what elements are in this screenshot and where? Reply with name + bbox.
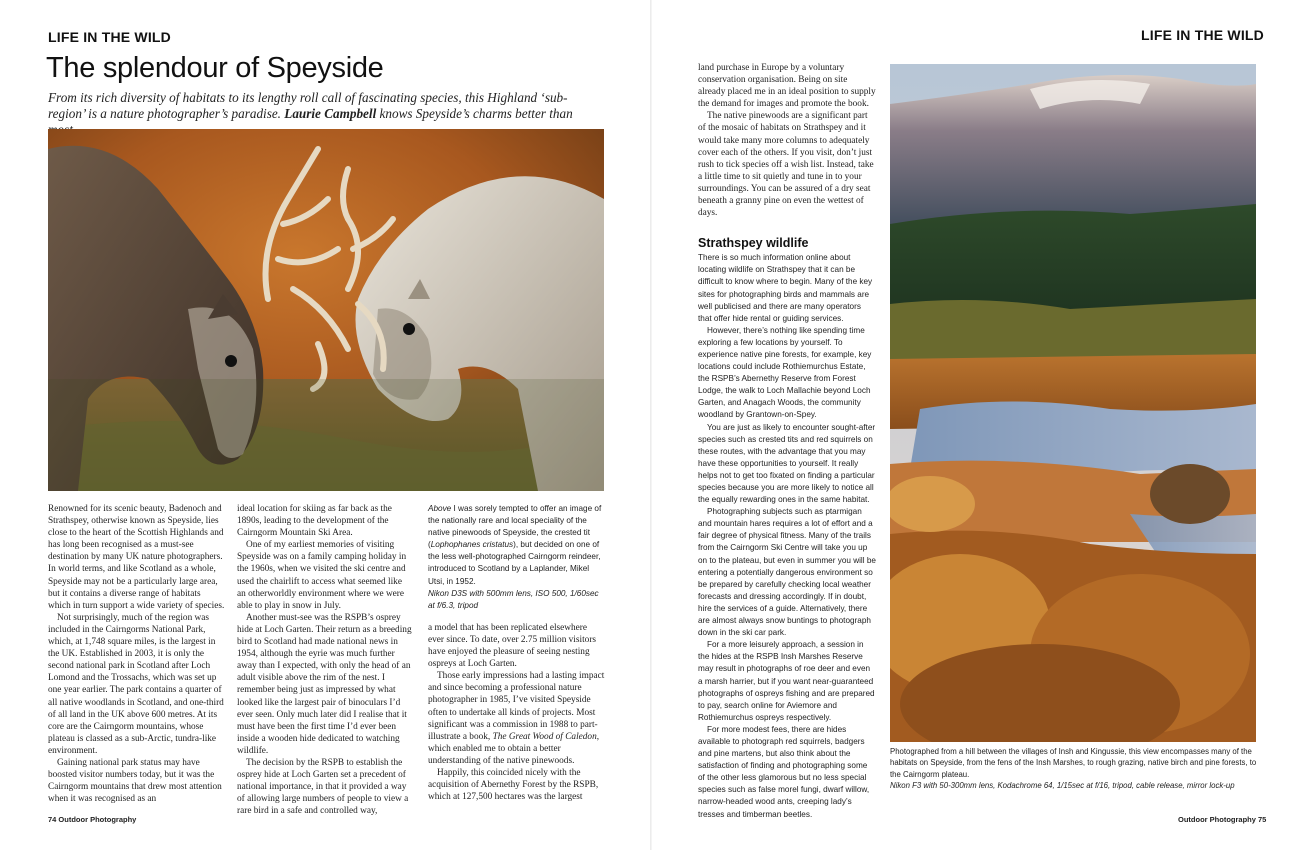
page-folio: 74 Outdoor Photography: [48, 815, 137, 824]
body-paragraph: a model that has been replicated elsewhere ever since. To date, over 2.75 million visitors have enjoyed the pleasure of seeing nesting ospreys at Loch Garten.: [428, 622, 597, 670]
body-paragraph: The native pinewoods are a significant part of the mosaic of habitats on Strathspey and it would take many more columns to adequately cover each of the others. If you visit, don’t just rush to tick species off a wish list. Instead, take a little time to sit quietly and tune in to your surroundings. You can be assured of a dry seat beneath a granny pine on even the wettest of days.: [698, 111, 874, 219]
standfirst: From its rich diversity of habitats to its lengthy roll call of fascinating species, this Highland ‘sub-region’ is a nature photographer’s paradise. Laurie Campbell knows Speyside’s charms better than: [48, 90, 573, 121]
section-tag: LIFE IN THE WILD: [48, 29, 171, 45]
photo-caption: Above I was sorely tempted to offer an image of the nationally rare and local speciality of the native pinewoods of Speyside, the crested tit (Lophophanes cristatus), but decided on one of the less well-photographed Cairngorm reindeer, introduced to Scotland by a Laplander, Mikel Utsi, in 1952. Nikon D3S with 500mm lens, ISO 500, 1/60sec at f/6.3, tripod: [428, 504, 602, 610]
wildlife-section: [698, 252, 876, 820]
body-column-1: [48, 503, 225, 805]
camera-settings: Nikon D3S with 500mm lens, ISO 500, 1/60sec at f/6.3, tripod: [428, 588, 599, 610]
body-paragraph: Those early impressions had a lasting impact and since becoming a professional nature photographer in 1985, I’ve visited Speyside often to undertake all kinds of projects. Most significant was a commission in 1988 to part-illustrate a book, The Great Wood of Caledon, which enabled me to obtain a better understanding of the native pinewoods.: [428, 671, 605, 766]
body-paragraph: Another must-see was the RSPB’s osprey hide at Loch Garten. Their return as a breeding bird to Scotland had made national news in 1954, although the eyrie was much further away than I expected, with only the head of an adult visible above the rim of the nest. I remember being just as impressed by what looked like the largest pair of binoculars I’d ever seen. Only much later did I realise that it must have been the first time I’d ever been inside a wooden hide dedicated to watching wildlife.: [237, 612, 412, 756]
body-paragraph: ideal location for skiing as far back as the 1890s, leading to the development of the Cairngorm Mountain Ski Area.: [237, 504, 392, 539]
section-tag: LIFE IN THE WILD: [1141, 27, 1264, 43]
author-name: Laurie Campbell: [284, 106, 377, 121]
body-paragraph: Gaining national park status may have boosted visitor numbers today, but it was the Cairngorm mountains that drew most attention when it was recognised as an: [48, 757, 222, 805]
body-paragraph: land purchase in Europe by a voluntary conservation organisation. Being on site already placed me in an ideal position to supply the demand for images and promote the book.: [698, 63, 876, 110]
body-paragraph: You are just as likely to encounter sought-after species such as crested tits and red squirrels on these routes, with the advantage that you may have these opportunities to yourself. It really helps not to get too fixated on finding a particular species because you are more likely to notice all the equally rewarding ones in the same habitat.: [698, 422, 876, 505]
body-paragraph: Happily, this coincided nicely with the acquisition of Abernethy Forest by the RSPB, which at 127,500 hectares was the largest: [428, 767, 599, 803]
body-paragraph: For a more leisurely approach, a session in the hides at the RSPB Insh Marshes Reserve may result in photographs of roe deer and even a marsh harrier, but if you want near-guaranteed photographs of ospreys fishing and are prepared to pay, search online for Aviemore and Rothiemurchus ospreys respectively.: [698, 640, 875, 722]
camera-settings: Nikon F3 with 50-300mm lens, Kodachrome 64, 1/15sec at f/16, tripod, cable release, mirror lock-up: [890, 780, 1235, 790]
page-folio: Outdoor Photography 75: [1178, 815, 1267, 824]
reindeer-illustration: [48, 129, 604, 491]
body-paragraph: Renowned for its scenic beauty, Badenoch and Strathspey, otherwise known as Speyside, lies close to the heart of the Scottish Highlands and has long been recognised as a must-see destination by many UK nature photographers. In world terms, and like Scotland as a whole, Speyside may not be a particularly large area, but it contains a diverse range of habitats which in turn support a wide variety of species.: [48, 504, 225, 611]
subheading: Strathspey wildlife: [698, 236, 809, 251]
reindeer-photo: [48, 129, 604, 491]
body-paragraph: For more modest fees, there are hides available to photograph red squirrels, badgers and pine martens, but also think about the satisfaction of finding and photographing some of the other less glamorous but no less special species such as false morel fungi, dwarf willow, narrow-headed wood ants, creeping lady’s tresses and timberman beetles.: [698, 724, 870, 819]
right-page: [652, 0, 1304, 850]
body-paragraph: Photographing subjects such as ptarmigan and mountain hares requires a lot of effort and a fair degree of physical fitness. Many of the trails from the Cairngorm Ski Centre will take you up on to the plateau, but even in summer you will be entering a potentially dangerous environment so be prepared by carefully checking local weather forecasts and dressing accordingly. If in doubt, hire the services of a guide. Alternatively, there are almost always snow buntings to photograph down in the ski car park.: [698, 507, 876, 638]
body-paragraph: The decision by the RSPB to establish the osprey hide at Loch Garten set a precedent of national importance, in that it provided a way of allowing large numbers of people to view a rare bird in a safe and controlled way,: [237, 757, 409, 817]
landscape-illustration: [890, 64, 1256, 742]
book-title: The Great Wood of Caledon: [492, 731, 597, 742]
body-paragraph: Not surprisingly, much of the region was included in the Cairngorms National Park, which, at 1,748 square miles, is the largest in the UK. Established in 2003, it is only the second national park in Scotland after Loch Lomond and the Trossachs, which was set up one year earlier. The park contains a quarter of all native woodlands in Scotland, and one-third of all land in the UK above 600 metres. At its core are the Cairngorm mountains, whose plateau is classed as a sub-Arctic, tundra-like environment.: [48, 612, 224, 756]
body-paragraph: One of my earliest memories of visiting Speyside was on a family camping holiday in the 1960s, when we visited the ski centre and used the chairlift to access what seemed like an otherworldly environment where we were able to play in snow in July.: [237, 540, 407, 611]
body-column-4: [698, 62, 876, 821]
body-column-3: [428, 503, 605, 803]
landscape-caption: Photographed from a hill between the villages of Insh and Kingussie, this view encompasses many of the habitats on Speyside, from the fens of the Insh Marshes, to rough grazing, native birch and pine forests, to the Cairngorm plateau. Nikon F3 with 50-300mm lens, Kodachrome 64, 1/15sec at f/16, tripod, cable release, mirror lock-up: [890, 747, 1257, 790]
body-paragraph: There is so much information online about locating wildlife on Strathspey that it can be difficult to know where to begin. Many of the key sites for photographing birds and mammals are well publicised and there are many operators that offer hide rental or guiding services.: [698, 253, 873, 323]
body-paragraph: However, there’s nothing like spending time exploring a few locations by yourself. To experience native pine forests, for example, key locations could include Rothiemurchus Estate, the RSPB’s Abernethy Reserve from Forest Lodge, the walk to Loch Mallachie beyond Loch Garten, and Anagach Woods, the community woodland by Grantown-on-Spey.: [698, 325, 872, 420]
body-column-2: [237, 503, 413, 817]
article-title: The splendour of Speyside: [46, 52, 384, 84]
landscape-photo: [890, 64, 1256, 742]
